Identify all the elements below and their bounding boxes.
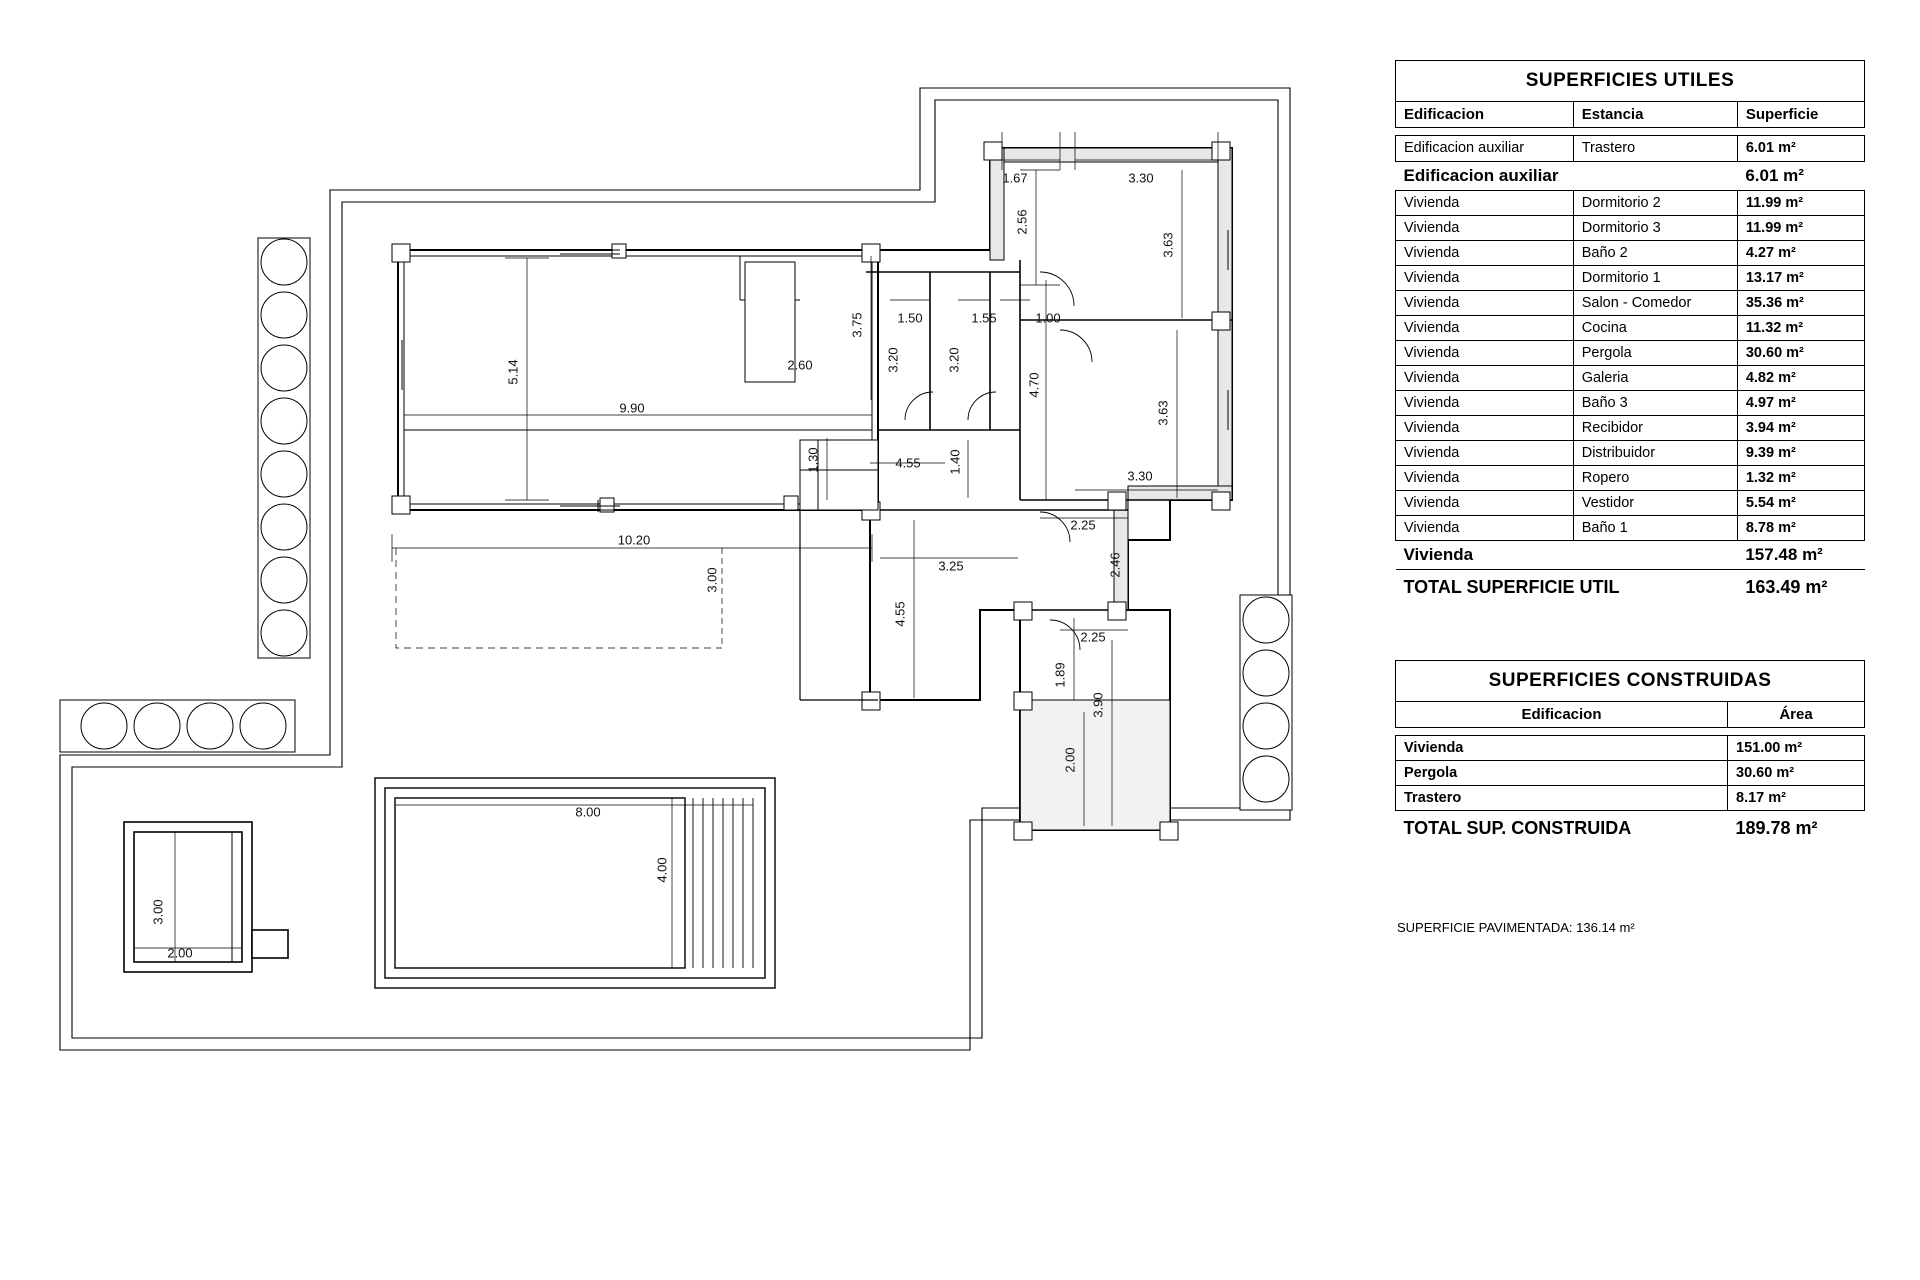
- cell-superficie: 4.82 m²: [1737, 365, 1864, 390]
- dimension-text: 2.00: [167, 945, 193, 961]
- cell-estancia: Baño 3: [1573, 390, 1737, 415]
- cell-superficie: 13.17 m²: [1737, 265, 1864, 290]
- cell-edificacion: Vivienda: [1396, 190, 1574, 215]
- dimension-text: 2.46: [1107, 552, 1123, 578]
- dimension-text: 1.67: [1002, 170, 1028, 186]
- table-row: [1396, 290, 1865, 315]
- dimension-text: 3.20: [885, 347, 901, 373]
- cell-superficie: 4.97 m²: [1737, 390, 1864, 415]
- total-util-label: TOTAL SUPERFICIE UTIL: [1403, 576, 1620, 597]
- cell-edificacion: Trastero: [1396, 786, 1728, 811]
- table-title-row: [1396, 661, 1865, 702]
- table-row: [1396, 415, 1865, 440]
- table-row: [1396, 736, 1865, 761]
- cell-superficie: 3.94 m²: [1737, 415, 1864, 440]
- cell-estancia: Vestidor: [1573, 490, 1737, 515]
- dimension-text: 4.55: [895, 455, 921, 471]
- spacer-row: [1396, 128, 1865, 136]
- col-superficie: Superficie: [1737, 102, 1864, 128]
- dimension-text: 3.63: [1155, 400, 1171, 426]
- dimension-text: 4.70: [1026, 372, 1042, 398]
- cell-edificacion: Vivienda: [1396, 465, 1574, 490]
- cell-edificacion: Vivienda: [1396, 240, 1574, 265]
- cell-estancia: Salon - Comedor: [1573, 290, 1737, 315]
- dimension-text: 3.30: [1128, 170, 1154, 186]
- table-header-row: [1396, 702, 1865, 728]
- dimension-text: 1.89: [1052, 662, 1068, 688]
- cell-area: 30.60 m²: [1728, 761, 1865, 786]
- table-row: [1396, 136, 1865, 162]
- dimension-text: 3.30: [1127, 468, 1153, 484]
- dimension-text: 3.25: [938, 558, 964, 574]
- col-edificacion: Edificacion: [1396, 702, 1728, 728]
- table-title-row: [1396, 61, 1865, 102]
- dimension-text: 2.25: [1070, 517, 1096, 533]
- cell-superficie: 11.99 m²: [1737, 190, 1864, 215]
- dimension-text: 2.00: [1062, 747, 1078, 773]
- cell-edificacion: Vivienda: [1396, 215, 1574, 240]
- total-construida-label: TOTAL SUP. CONSTRUIDA: [1403, 818, 1632, 838]
- dimension-text: 10.20: [617, 532, 651, 548]
- cell-edificacion: Vivienda: [1396, 490, 1574, 515]
- cell-edificacion: Pergola: [1396, 761, 1728, 786]
- dimension-text: 3.00: [150, 899, 166, 925]
- cell-area: 8.17 m²: [1728, 786, 1865, 811]
- cell-edificacion: Vivienda: [1396, 315, 1574, 340]
- col-area: Área: [1728, 702, 1865, 728]
- cell-edificacion: Vivienda: [1396, 440, 1574, 465]
- cell-superficie: 35.36 m²: [1737, 290, 1864, 315]
- total-util-row: [1396, 569, 1865, 602]
- dimension-text: 2.25: [1080, 629, 1106, 645]
- cell-estancia: Dormitorio 1: [1573, 265, 1737, 290]
- table-row: [1396, 340, 1865, 365]
- dimension-text: 8.00: [575, 804, 601, 820]
- subtotal-aux-value: 6.01 m²: [1737, 161, 1864, 190]
- total-construida-row: [1396, 811, 1865, 844]
- cell-estancia: Baño 1: [1573, 515, 1737, 540]
- cell-estancia: Ropero: [1573, 465, 1737, 490]
- table-row: [1396, 240, 1865, 265]
- col-estancia: Estancia: [1573, 102, 1737, 128]
- cell-estancia: Recibidor: [1573, 415, 1737, 440]
- cell-edificacion: Vivienda: [1396, 340, 1574, 365]
- table-row: [1396, 440, 1865, 465]
- dimension-text: 1.30: [805, 447, 821, 473]
- dimension-text: 3.20: [946, 347, 962, 373]
- table-superficies-construidas: [1395, 660, 1865, 843]
- cell-edificacion: Vivienda: [1396, 390, 1574, 415]
- cell-superficie: 11.99 m²: [1737, 215, 1864, 240]
- cell-edificacion: Vivienda: [1396, 265, 1574, 290]
- dimension-text: 1.00: [1035, 310, 1061, 326]
- table-header-row: [1396, 102, 1865, 128]
- pavimentada-note: SUPERFICIE PAVIMENTADA: 136.14 m²: [1397, 920, 1635, 935]
- dimension-text: 1.50: [897, 310, 923, 326]
- dimension-text: 1.55: [971, 310, 997, 326]
- cell-superficie: 4.27 m²: [1737, 240, 1864, 265]
- cell-edificacion: Vivienda: [1396, 415, 1574, 440]
- cell-estancia: Dormitorio 3: [1573, 215, 1737, 240]
- cell-superficie: 5.54 m²: [1737, 490, 1864, 515]
- cell-superficie: 9.39 m²: [1737, 440, 1864, 465]
- cell-edificacion: Vivienda: [1396, 515, 1574, 540]
- table-row: [1396, 390, 1865, 415]
- table-row: [1396, 265, 1865, 290]
- dimension-text: 3.00: [704, 567, 720, 593]
- subtotal-vivienda-value: 157.48 m²: [1737, 540, 1864, 569]
- cell-estancia: Distribuidor: [1573, 440, 1737, 465]
- subtotal-aux-label: Edificacion auxiliar: [1396, 161, 1738, 190]
- utiles-title: SUPERFICIES UTILES: [1396, 61, 1865, 102]
- cell-superficie: 8.78 m²: [1737, 515, 1864, 540]
- total-construida-value: 189.78 m²: [1735, 818, 1818, 838]
- cell-edificacion: Edificacion auxiliar: [1396, 136, 1574, 162]
- cell-edificacion: Vivienda: [1396, 736, 1728, 761]
- cell-estancia: Cocina: [1573, 315, 1737, 340]
- col-edificacion: Edificacion: [1396, 102, 1574, 128]
- table-row: [1396, 190, 1865, 215]
- cell-superficie: 11.32 m²: [1737, 315, 1864, 340]
- dimension-text: 2.60: [787, 357, 813, 373]
- cell-estancia: Dormitorio 2: [1573, 190, 1737, 215]
- cell-estancia: Galeria: [1573, 365, 1737, 390]
- table-row: [1396, 490, 1865, 515]
- dimension-text: 3.63: [1160, 232, 1176, 258]
- cell-superficie: 30.60 m²: [1737, 340, 1864, 365]
- table-row: [1396, 761, 1865, 786]
- cell-edificacion: Vivienda: [1396, 290, 1574, 315]
- subtotal-vivienda-row: [1396, 540, 1865, 569]
- construidas-title: SUPERFICIES CONSTRUIDAS: [1396, 661, 1865, 702]
- dimension-text: 3.75: [849, 312, 865, 338]
- table-row: [1396, 515, 1865, 540]
- cell-estancia: Baño 2: [1573, 240, 1737, 265]
- table-row: [1396, 315, 1865, 340]
- dimension-text: 4.00: [654, 857, 670, 883]
- subtotal-aux-row: [1396, 161, 1865, 190]
- table-row: [1396, 786, 1865, 811]
- cell-superficie: 6.01 m²: [1737, 136, 1864, 162]
- dimension-text: 1.40: [947, 449, 963, 475]
- table-row: [1396, 215, 1865, 240]
- cell-superficie: 1.32 m²: [1737, 465, 1864, 490]
- area-schedule-panel: [1355, 0, 1920, 1280]
- table-superficies-utiles: [1395, 60, 1865, 602]
- dimension-text: 5.14: [505, 359, 521, 385]
- cell-area: 151.00 m²: [1728, 736, 1865, 761]
- table-row: [1396, 365, 1865, 390]
- table-row: [1396, 465, 1865, 490]
- spacer-row: [1396, 728, 1865, 736]
- total-util-value: 163.49 m²: [1745, 576, 1828, 597]
- cell-estancia: Pergola: [1573, 340, 1737, 365]
- dimension-text: 4.55: [892, 601, 908, 627]
- dimension-text: 9.90: [619, 400, 645, 416]
- dimension-text: 3.90: [1090, 692, 1106, 718]
- dimension-text: 2.56: [1014, 209, 1030, 235]
- cell-estancia: Trastero: [1573, 136, 1737, 162]
- subtotal-vivienda-label: Vivienda: [1396, 540, 1738, 569]
- cell-edificacion: Vivienda: [1396, 365, 1574, 390]
